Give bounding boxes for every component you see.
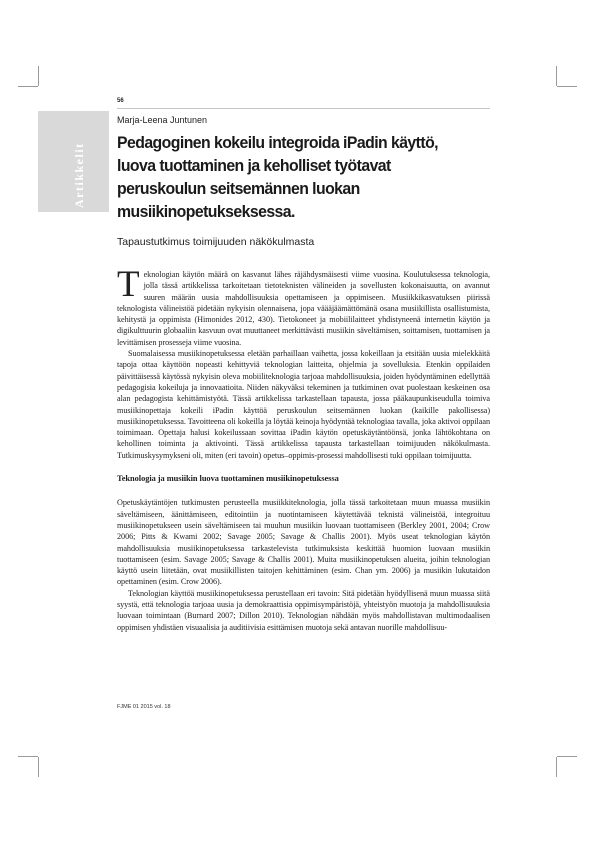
paragraph: [117, 264, 490, 348]
crop-mark: [18, 86, 38, 87]
crop-mark: [18, 756, 38, 757]
crop-mark: [557, 86, 577, 87]
section-tab-label: Artikkelit: [72, 142, 86, 208]
header-rule: [117, 108, 490, 109]
crop-mark: [38, 66, 39, 86]
paragraph-text: eknologian käytön määrä on kasvanut lähes räjähdysmäisesti viime vuosina. Koulutuksessa teknologia, jolla tässä artikkelissa tarkoitetaan tietoteknisten välineiden ja sovellusten kokonaisuutta, on avannut suuren määrän uusia mahdollisuuksia opettamiseen ja oppimiseen. Musiikkikasvatuksen piirissä teknologista välineistöä pidetään nykyisin olennaisena, jopa väääjäämättömänä osana musiikillista osallistumista, kehitystä ja oppimista (Himonides 2012, 430). Tietokoneet ja mobiililaitteet yhdistyneenä internetin käytön ja digikulttuurin globaaliin kasvuun ovat muuttaneet merkittävästi musiikin säveltämisen, soittamisen, tuottamisen ja levittämisen prosesseja viime vuosina.: [117, 270, 490, 347]
crop-mark: [556, 66, 557, 86]
section-heading: Teknologia ja musiikin luova tuottaminen musiikinopetuksessa: [117, 474, 339, 484]
author-name: Marja-Leena Juntunen: [117, 115, 208, 125]
crop-mark: [557, 756, 577, 757]
page-number: 56: [117, 98, 124, 104]
article-body: [117, 264, 490, 633]
article-title: Pedagoginen kokeilu integroida iPadin käyttö, luova tuottaminen ja keholliset työtavat peruskoulun seitsemännen luokan musiikinopetukseksessa.: [117, 133, 439, 221]
paragraph: Teknologian käyttöä musiikinopetuksessa perustellaan eri tavoin: Sitä pidetään hyödyllisenä muun muassa siitä syystä, että teknologia tarjoaa uusia ja demokraattisia oppimisympäristöjä, yhteistyön muotoja ja mahdollisuuksia luovaan toimintaan (Burnard 2007; Dillon 2010). Teknologian nähdään myös mahdollistavan multimodaalisen oppimisen yhdistäen visuaalisia ja auditiivisia esittämisen muotoja sekä antavan nuorille mahdollisuu-: [117, 588, 490, 632]
paragraph: Opetuskäytäntöjen tutkimusten perusteella musiikkiteknologia, jolla tässä tarkoitetaan muun muassa musiikin säveltämiseen, äänittämiseen, editointiin ja nuotintamiseen käytettävää teknistä välineistöä, integroituu musiikinopetukseen usein säveltämiseen tai muuhun musiikin luovaan tuottamiseen (Berkley 2001, 2004; Crow 2006; Pitts & Kwami 2002; Savage 2005; Savage & Challis 2001). Myös useat teknologian käytön mahdollisuuksia musiikinopetuksessa tarkastelevista tutkimuksista keskittää huomion luovaan musiikin tuottamiseen (esim. Savage 2005; Savage & Challis 2001). Muita musiikinopetuksen alueita, joihin teknologian käyttö usein liitetään, ovat musiikillisten taitojen kehittäminen (esim. Chan ym. 2006) ja musiikin lukutaidon opettaminen (esim. Crow 2006).: [117, 498, 490, 587]
drop-cap: T: [117, 264, 140, 305]
paragraph: Suomalaisessa musiikinopetuksessa eletään parhaillaan vaihetta, jossa kokeillaan ja etsitään uusia mielekkäitä tapoja ottaa käyttöön nopeasti kehittyviä teknologian laitteita, ohjelmia ja sovelluksia. Etenkin oppilaiden päivittäisessä käytössä nykyisin oleva mobiiliteknologia tarjoaa mahdollisuuksia, joiden hyödyntäminen edellyttää pedagogisia kokeiluja ja innovaatioita. Niiden näkyväksi tekeminen ja tutkiminen ovat puolestaan keskeinen osa alan pedagogista kehittämistyötä. Tässä artikkelissa tarkastellaan tapausta, jossa pääkaupunkiseudulla toimiva musiikinopettaja kokeili iPadin käyttöä peruskoulun seitsemännen luokan (kaikille pakollisessa) musiikinopetuksessa. Tavoitteena oli kokeilla ja löytää keinoja hyödyntää teknologiaa tavalla, joka aktivoi oppilaan toimimaan. Opettaja halusi kokeilussaan sovittaa iPadin käytön opetuskäytäntöönsä, jonka lähtökohtana on kehollinen toiminta ja aktivointi. Tässä artikkelissa tapausta tarkastellaan toimijuuden näkökulmasta. Tutkimuskysymykseni oli, miten (eri tavoin) opetus–oppimis-prosessi mahdollisesti tuki oppilaan toimijuutta.: [117, 349, 490, 460]
crop-mark: [38, 757, 39, 777]
journal-footer: FJME 01 2015 vol. 18: [117, 704, 171, 710]
article-subtitle: Tapaustutkimus toimijuuden näkökulmasta: [117, 236, 315, 248]
crop-mark: [556, 757, 557, 777]
